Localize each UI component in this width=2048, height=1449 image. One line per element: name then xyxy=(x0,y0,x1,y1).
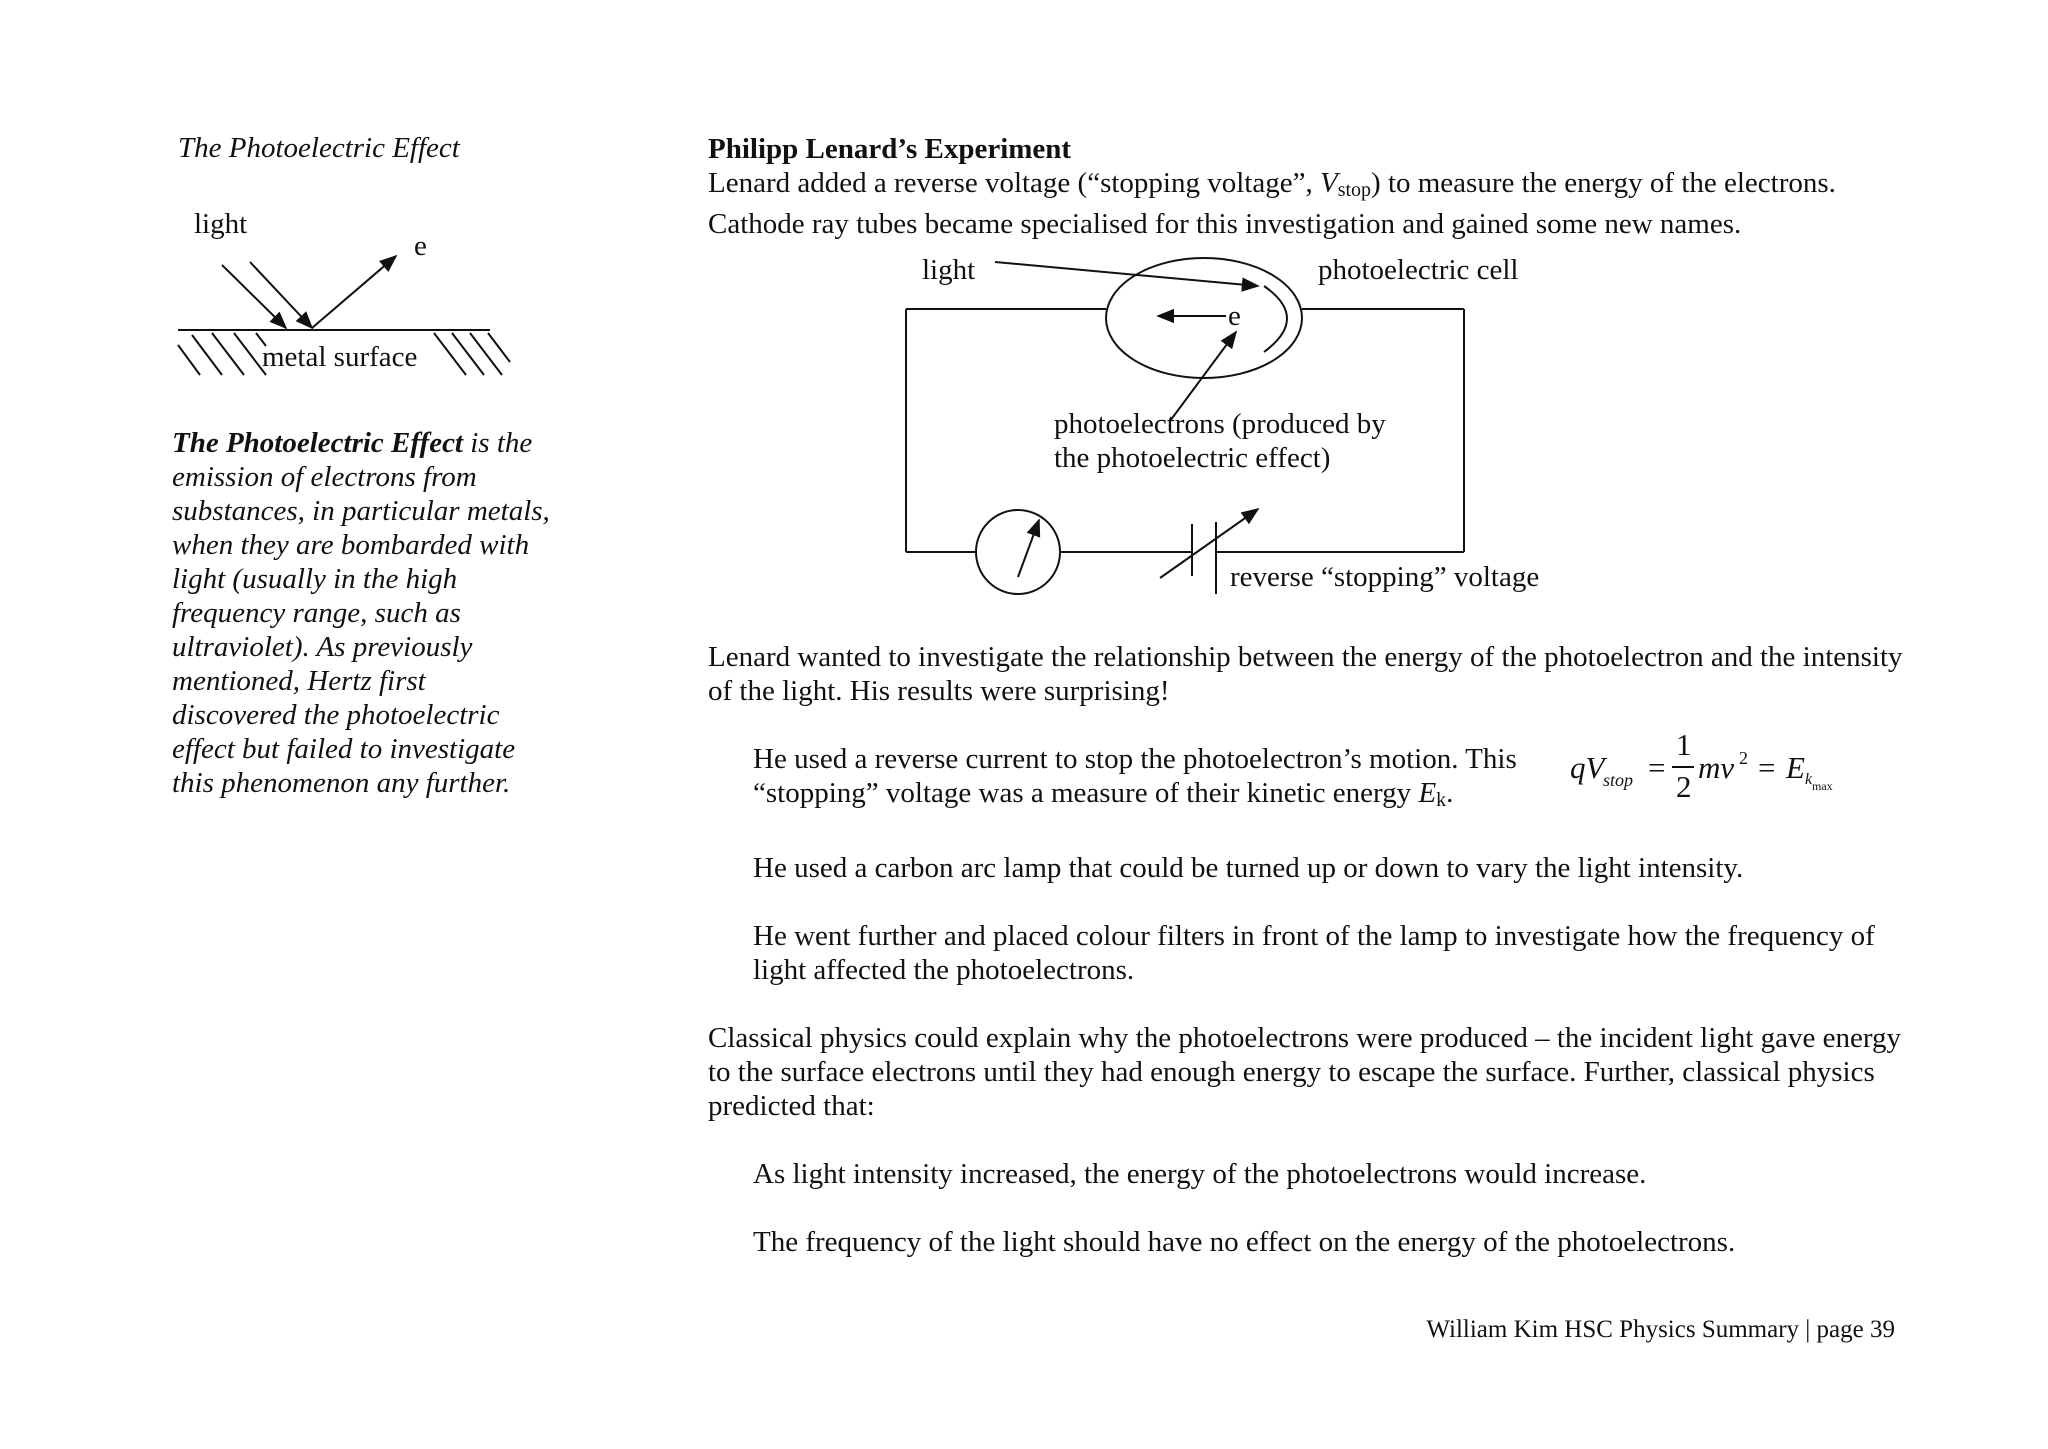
sketch-electron-label: e xyxy=(414,230,427,262)
circuit-cell-label: photoelectric cell xyxy=(1318,254,1519,286)
svg-text:k: k xyxy=(1805,771,1813,788)
svg-text:max: max xyxy=(1812,779,1833,793)
emitted-electron-arrow xyxy=(312,256,396,328)
svg-text:E: E xyxy=(1786,750,1805,785)
sketch-light-label: light xyxy=(194,208,248,240)
section-heading: Philipp Lenard’s Experiment xyxy=(708,133,1072,165)
results-section xyxy=(708,640,1928,1259)
sketch-surface-label: metal surface xyxy=(262,341,418,373)
photoelectrons-label-1: photoelectrons (produced by xyxy=(1054,408,1386,440)
circuit-light-label: light xyxy=(922,254,976,286)
svg-text:2: 2 xyxy=(1739,748,1748,768)
sidebar-title: The Photoelectric Effect xyxy=(178,132,460,164)
main-content xyxy=(708,132,1928,241)
svg-text:=: = xyxy=(1648,750,1666,785)
list-item-arc-lamp: He used a carbon arc lamp that could be turned up or down to vary the light intensity. xyxy=(753,852,1744,884)
svg-text:stop: stop xyxy=(1603,770,1634,790)
voltage-label: reverse “stopping” voltage xyxy=(1230,561,1540,593)
intro-paragraph: Lenard added a reverse voltage (“stopping voltage”, $V_{stop}$) to measure the energy of the electrons. Cathode ray tubes became specialised for this investigation and gained some new names. xyxy=(708,167,1836,240)
definition-term: The Photoelectric Effect xyxy=(172,427,463,459)
incident-light-ray-2 xyxy=(250,262,312,328)
svg-text:qV: qV xyxy=(1570,750,1605,785)
meter-needle xyxy=(1018,520,1039,577)
svg-text:=: = xyxy=(1758,750,1776,785)
photoelectrons-label-2: the photoelectric effect) xyxy=(1054,442,1331,474)
page-footer: William Kim HSC Physics Summary | page 39 xyxy=(1426,1316,1895,1343)
meter-symbol xyxy=(976,510,1060,594)
definition-text: is the emission of electrons from substances, in particular metals, when they are bombarded with light (usually in the high frequency range, such as ultraviolet). As previously mentioned, Hertz first discovered the photoelectric effect but failed to investigate this phenomenon any further. xyxy=(172,427,550,799)
list-item-stopping-voltage: He used a reverse current to stop the photoelectron’s motion. This “stopping” voltage was a measure of their kinetic energy $E_k$. xyxy=(753,743,1517,811)
results-intro: Lenard wanted to investigate the relationship between the energy of the photoelectron and the intensity of the light. His results were surprising! xyxy=(708,641,1903,707)
incident-light-ray-1 xyxy=(222,265,286,328)
cathode-electrode xyxy=(1264,286,1287,352)
svg-text:1: 1 xyxy=(1676,727,1692,762)
circuit-electron-label: e xyxy=(1228,300,1241,332)
list-item-intensity-prediction: As light intensity increased, the energy of the photoelectrons would increase. xyxy=(753,1158,1647,1190)
classical-physics-paragraph: Classical physics could explain why the photoelectrons were produced – the incident light gave energy to the surface electrons until they had enough energy to escape the surface. Further, classical physics predicted that: xyxy=(708,1022,1901,1122)
list-item-frequency-prediction: The frequency of the light should have no effect on the energy of the photoelectrons. xyxy=(753,1226,1736,1258)
definition-paragraph xyxy=(172,426,552,800)
svg-text:2: 2 xyxy=(1676,769,1692,804)
photoelectric-cell xyxy=(1106,258,1302,378)
svg-text:mv: mv xyxy=(1698,750,1735,785)
list-item-colour-filters: He went further and placed colour filters in front of the lamp to investigate how the frequency of light affected the photoelectrons. xyxy=(753,920,1875,986)
